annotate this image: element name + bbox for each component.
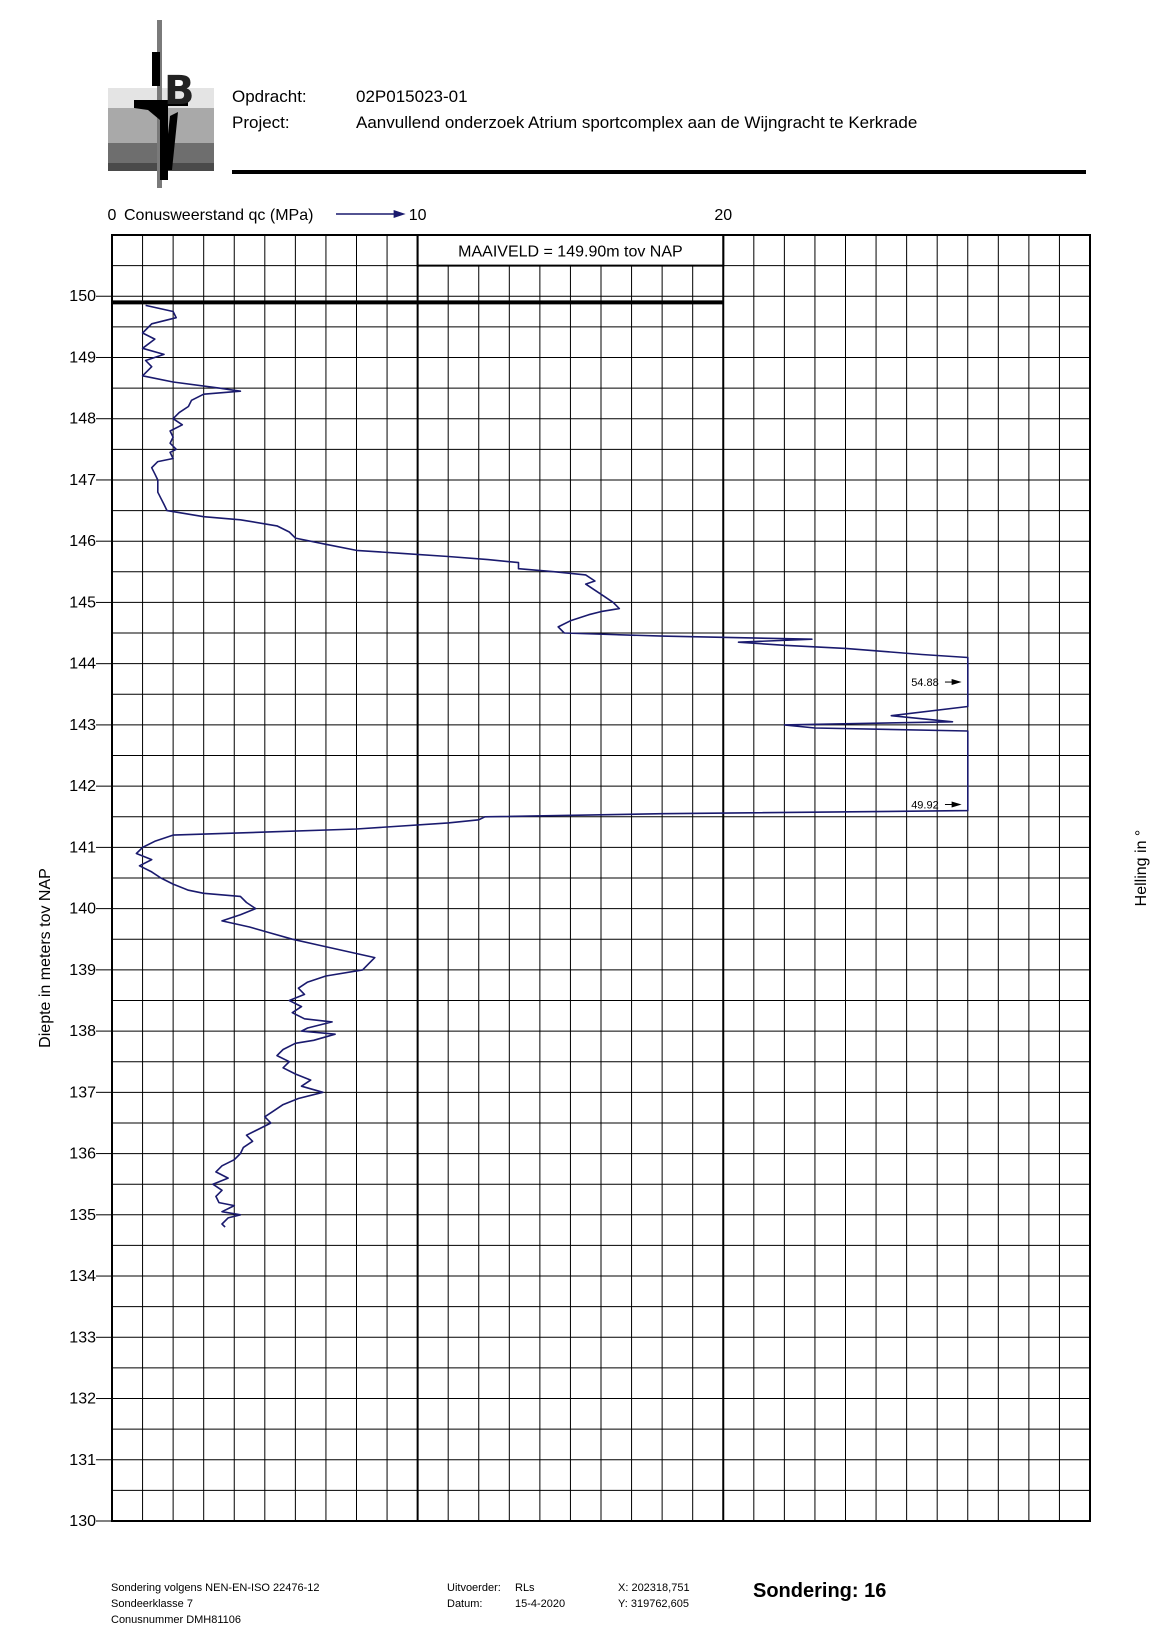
- footer-datum-value: 15-4-2020: [515, 1598, 566, 1610]
- footer-norm: Sondering volgens NEN-EN-ISO 22476-12: [111, 1582, 320, 1594]
- chart-title: MAAIVELD = 149.90m tov NAP: [458, 243, 683, 261]
- y-tick-label: 150: [69, 288, 96, 306]
- offscale-annotation: 49.92: [911, 799, 939, 812]
- y-tick-label: 143: [69, 716, 96, 734]
- y-tick-label: 148: [69, 410, 96, 428]
- y-tick-label: 137: [69, 1084, 96, 1102]
- footer-y-coord: Y: 319762,605: [618, 1598, 689, 1610]
- side-label: Helling in °: [1133, 829, 1150, 907]
- y-tick-label: 135: [69, 1206, 96, 1224]
- y-tick-label: 139: [69, 961, 96, 979]
- chart-grid: [112, 235, 1090, 1521]
- opdracht-label: Opdracht:: [232, 87, 307, 106]
- offscale-arrowhead: [952, 679, 962, 685]
- y-tick-label: 133: [69, 1329, 96, 1347]
- y-tick-label: 147: [69, 471, 96, 489]
- offscale-annotation: 54.88: [911, 677, 939, 690]
- y-tick-label: 130: [69, 1513, 96, 1530]
- series-line-qc: [136, 305, 967, 1227]
- y-tick-label: 131: [69, 1451, 96, 1469]
- footer-uitvoerder-label: Uitvoerder:: [447, 1582, 501, 1594]
- x-tick-label: 10: [408, 207, 427, 224]
- opdracht-value: 02P015023-01: [356, 87, 468, 106]
- x-axis-arrowhead: [394, 210, 406, 218]
- y-tick-label: 149: [69, 349, 96, 367]
- x-tick-label: 20: [714, 207, 733, 224]
- y-tick-label: 134: [69, 1268, 96, 1286]
- y-tick-label: 132: [69, 1390, 96, 1408]
- footer-datum-label: Datum:: [447, 1598, 483, 1610]
- y-tick-label: 144: [69, 655, 96, 673]
- chart-series: [136, 305, 967, 1227]
- footer-uitvoerder-value: RLs: [515, 1582, 535, 1594]
- footer-x-coord: X: 202318,751: [618, 1582, 690, 1594]
- y-tick-label: 145: [69, 594, 96, 612]
- project-value: Aanvullend onderzoek Atrium sportcomplex aan de Wijngracht te Kerkrade: [356, 113, 918, 132]
- sondering-title: [753, 1580, 886, 1603]
- y-tick-label: 136: [69, 1145, 96, 1163]
- project-label: Project:: [232, 113, 290, 132]
- y-tick-label: 140: [69, 900, 96, 918]
- footer-conus: Conusnummer DMH81106: [111, 1614, 242, 1626]
- sondering-number: 16: [864, 1580, 887, 1602]
- y-tick-label: 141: [69, 839, 96, 857]
- sondering-label: Sondering:: [753, 1580, 859, 1602]
- chart-frame: [96, 210, 1090, 1521]
- x-tick-label: 0: [107, 207, 117, 224]
- footer-left: [111, 1580, 320, 1628]
- y-tick-label: 146: [69, 533, 96, 551]
- y-tick-label: 142: [69, 778, 96, 796]
- footer-klasse: Sondeerklasse 7: [111, 1598, 193, 1610]
- y-tick-label: 138: [69, 1023, 96, 1041]
- logo-letter: B: [164, 68, 195, 114]
- x-axis-label: Conusweerstand qc (MPa): [124, 207, 314, 224]
- y-axis-label: Diepte in meters tov NAP: [37, 868, 54, 1048]
- offscale-arrowhead: [952, 802, 962, 808]
